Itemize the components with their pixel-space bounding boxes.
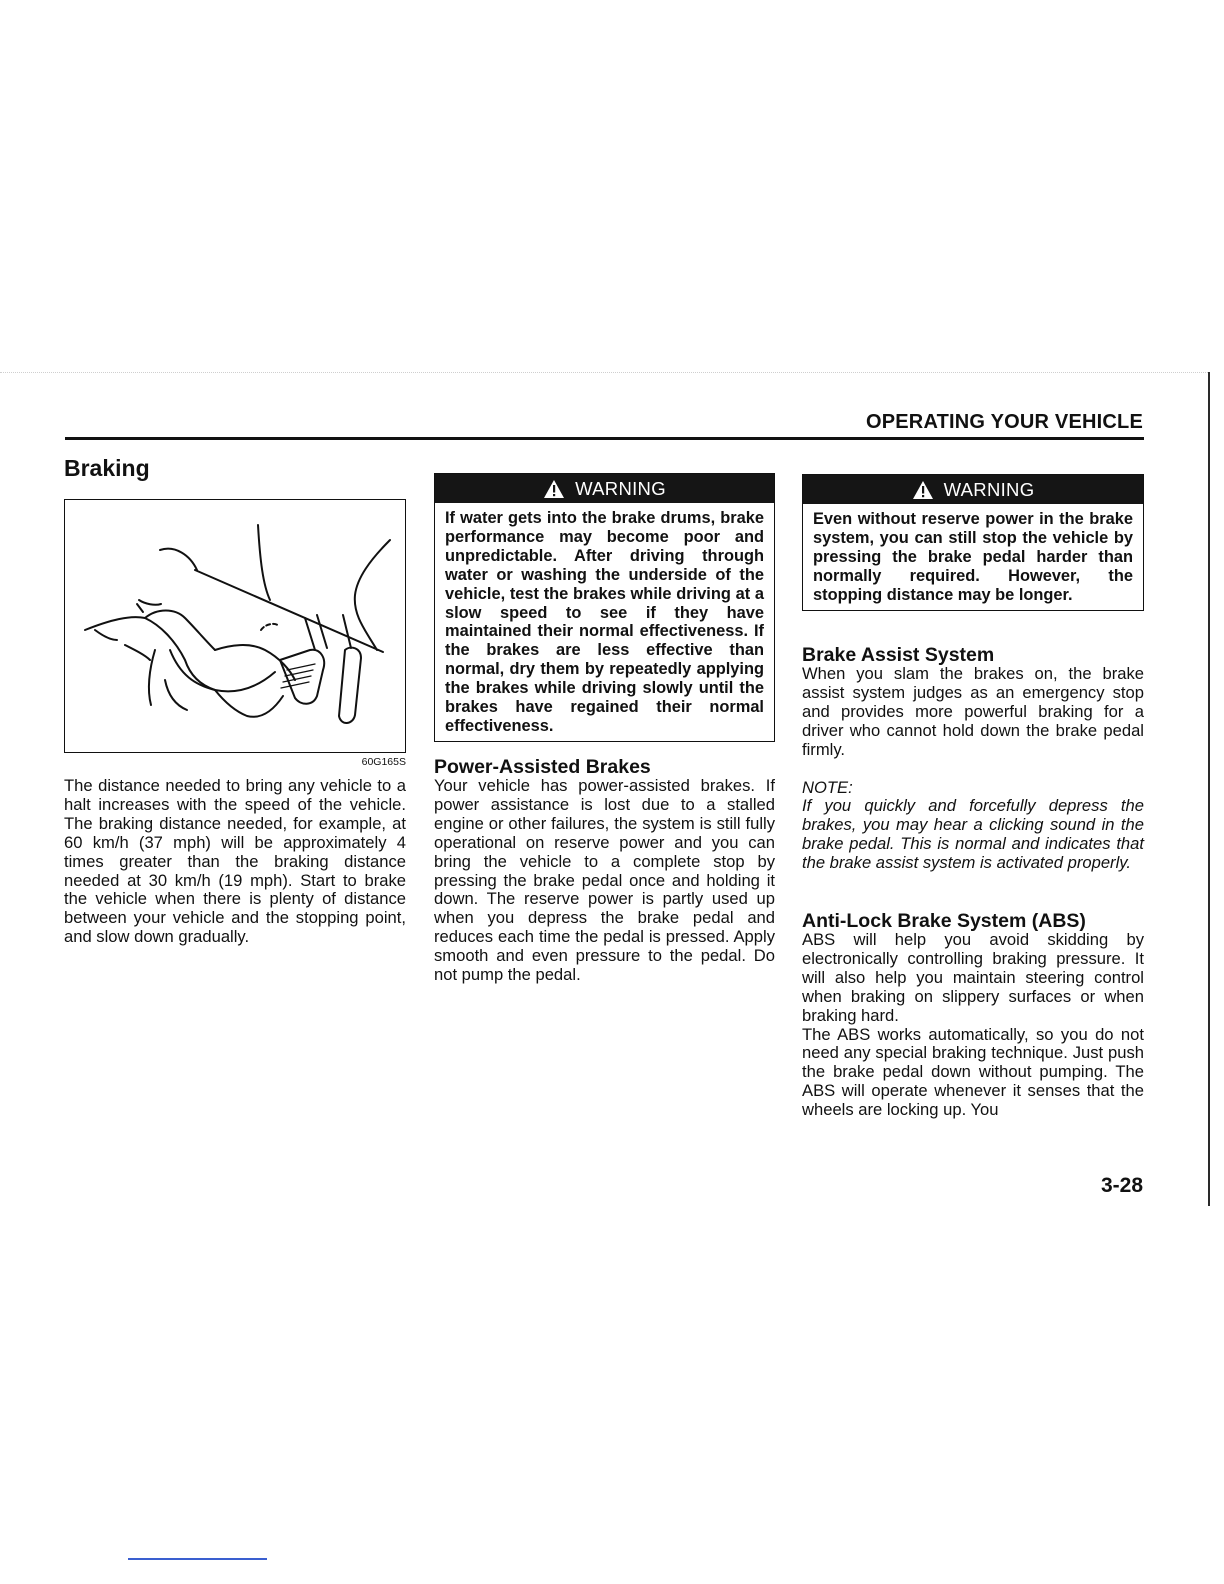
- brake-pedal-illustration: [64, 499, 406, 753]
- foot-on-brake-pedal-drawing: [65, 500, 405, 752]
- warning-text-water: If water gets into the brake drums, brake performance may become poor and unpredictable. After driving through water or washing the underside of the vehicle, test the brakes while driving at a slow speed to see if they have maintained their normal effectiveness. If the brakes are less effective than normal, dry them by repeatedly applying the brakes while driving slowly until the brakes have regained their normal effectiveness.: [445, 509, 764, 735]
- warning-label: WARNING: [943, 478, 1035, 500]
- section-header-title: OPERATING YOUR VEHICLE: [865, 411, 1143, 433]
- page-number: 3-28: [1100, 1174, 1143, 1197]
- braking-heading: Braking: [64, 455, 150, 481]
- note-text: If you quickly and forcefully depress the brakes, you may hear a clicking sound in the brake pedal. This is normal and indicates that the brake assist system is activated properly.: [802, 796, 1144, 872]
- abs-heading: Anti-Lock Brake System (ABS): [802, 910, 1086, 932]
- scan-stray-mark: [128, 1558, 267, 1560]
- note-section: [802, 778, 1144, 873]
- header-rule: [65, 437, 1144, 440]
- power-assisted-body: Your vehicle has power-assisted brakes. If power assistance is lost due to a stalled engine or other failures, the system is still fully operational on reserve power and you can bring the vehicle to a complete stop by pressing the brake pedal once and holding it down. The reserve power is partly used up when you depress the brake pedal and reduces each time the pedal is pressed. Apply smooth and even pressure to the pedal. Do not pump the pedal.: [434, 776, 775, 985]
- figure-code: 60G165S: [361, 756, 406, 768]
- warning-header: [803, 475, 1143, 504]
- power-assisted-section: [434, 757, 775, 985]
- abs-paragraph-2: The ABS works automatically, so you do not need any special braking technique. Just push the brake pedal down without pumping. The ABS will operate whenever it senses that the wheels are locking up. You: [802, 1024, 1144, 1120]
- warning-label: WARNING: [575, 477, 666, 499]
- brake-assist-body: When you slam the brakes on, the brake assist system judges as an emergency stop and provides more powerful braking for a driver who cannot hold down the brake pedal firmly.: [802, 664, 1144, 759]
- braking-body: The distance needed to bring any vehicle to a halt increases with the speed of the vehicle. The braking distance needed, for example, at 60 km/h (37 mph) will be approximately 4 times greater than the braking distance needed at 30 km/h (19 mph). Start to brake the vehicle when there is plenty of distance between your vehicle and the stopping point, and slow down gradually.: [64, 776, 406, 947]
- warning-triangle-icon: [543, 479, 565, 499]
- scan-binding-edge: [1208, 372, 1210, 1206]
- warning-header: [435, 474, 774, 503]
- note-label: NOTE:: [802, 778, 853, 797]
- abs-paragraph-1: ABS will help you avoid skidding by electronically controlling braking pressure. It will also help you maintain steering control when braking on slippery surfaces or when braking hard.: [802, 930, 1144, 1025]
- warning-box-water: [434, 473, 775, 742]
- warning-triangle-icon: [912, 480, 934, 500]
- scan-edge-line: [0, 372, 1210, 373]
- power-assisted-heading: Power-Assisted Brakes: [434, 756, 651, 778]
- warning-box-reserve: [802, 474, 1144, 611]
- abs-section: [802, 911, 1144, 1120]
- brake-assist-heading: Brake Assist System: [802, 644, 995, 666]
- abs-body: [802, 931, 1144, 1120]
- brake-assist-section: [802, 645, 1144, 760]
- warning-text-reserve: Even without reserve power in the brake system, you can still stop the vehicle by pressing the brake pedal harder than normally required. However, the stopping distance may be longer.: [813, 510, 1133, 604]
